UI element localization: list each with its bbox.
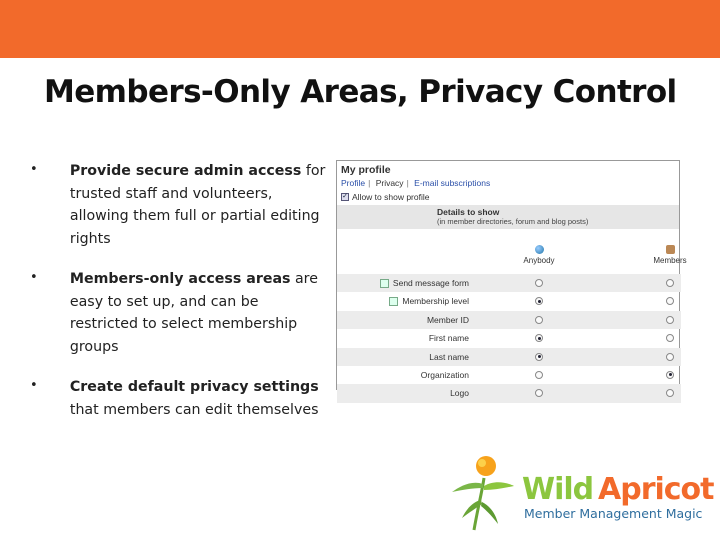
logo-word-wild: Wild [522,472,594,507]
bullet-item [26,160,331,250]
row-label: Organization [420,369,469,380]
logo-word-apricot: Apricot [598,472,714,507]
table-row [337,292,681,310]
wild-apricot-logo [448,452,720,532]
tab-separator: | [406,178,409,188]
radio-members[interactable] [666,279,674,287]
tab-separator: | [368,178,371,188]
radio-members[interactable] [666,353,674,361]
bullet-text: Provide secure admin access for trusted staff and volunteers, allowing them full or partial editing rights [69,163,326,247]
tab-privacy[interactable]: Privacy [375,178,404,188]
radio-members[interactable] [666,389,674,397]
column-label: Anybody [523,256,555,265]
radio-members[interactable] [666,316,674,324]
row-label: Member ID [426,314,469,325]
tab-email-subscriptions[interactable]: E-mail subscriptions [414,178,491,188]
column-anybody [509,245,569,265]
radio-members[interactable] [666,297,674,305]
row-label: Membership level [389,296,469,306]
checkbox-checked[interactable]: ✓ [342,193,348,200]
logo-tagline: Member Management Magic [524,506,703,521]
users-icon [666,245,675,254]
bullet-text: Create default privacy settings that members can edit themselves [69,379,319,418]
bullet-list [26,160,331,439]
radio-anybody[interactable] [535,371,543,379]
radio-anybody[interactable] [535,389,543,397]
table-row [337,366,681,384]
tab-profile[interactable]: Profile [341,178,366,188]
globe-icon [535,245,544,254]
field-icon [380,279,389,288]
bullet-item [26,268,331,358]
row-label: Last name [429,351,469,362]
table-row [337,329,681,347]
radio-anybody[interactable] [535,334,543,342]
bullet-dot: • [30,378,38,393]
privacy-rows [337,274,681,403]
privacy-settings-screenshot [336,160,687,399]
bullet-dot: • [30,162,38,177]
table-row [337,348,681,366]
slide-title: Members-Only Areas, Privacy Control [44,74,677,110]
row-label: Logo [450,388,469,399]
details-title: Details to show [437,207,500,217]
details-subtitle: (in member directories, forum and blog posts) [437,217,589,226]
column-members [640,245,700,265]
bullet-dot: • [30,270,38,285]
table-row [337,311,681,329]
allow-show-profile[interactable] [337,192,679,202]
bullet-text: Members-only access areas are easy to set up, and can be restricted to select membership groups [69,271,318,355]
panel-tabs [337,176,679,188]
radio-anybody[interactable] [535,316,543,324]
radio-anybody[interactable] [535,279,543,287]
radio-anybody[interactable] [535,297,543,305]
field-icon [389,297,398,306]
row-label: Send message form [380,278,469,288]
table-row [337,384,681,402]
column-label: Members [653,256,687,265]
allow-label: Allow to show profile [352,192,430,202]
radio-anybody[interactable] [535,353,543,361]
apricot-figure-icon [448,452,518,532]
bullet-item [26,376,331,421]
radio-members[interactable] [666,334,674,342]
row-label: First name [428,333,469,344]
top-accent-bar [0,0,720,58]
radio-members[interactable] [666,371,674,379]
table-row [337,274,681,292]
panel-header: My profile [341,164,391,176]
details-section-header [337,205,679,229]
